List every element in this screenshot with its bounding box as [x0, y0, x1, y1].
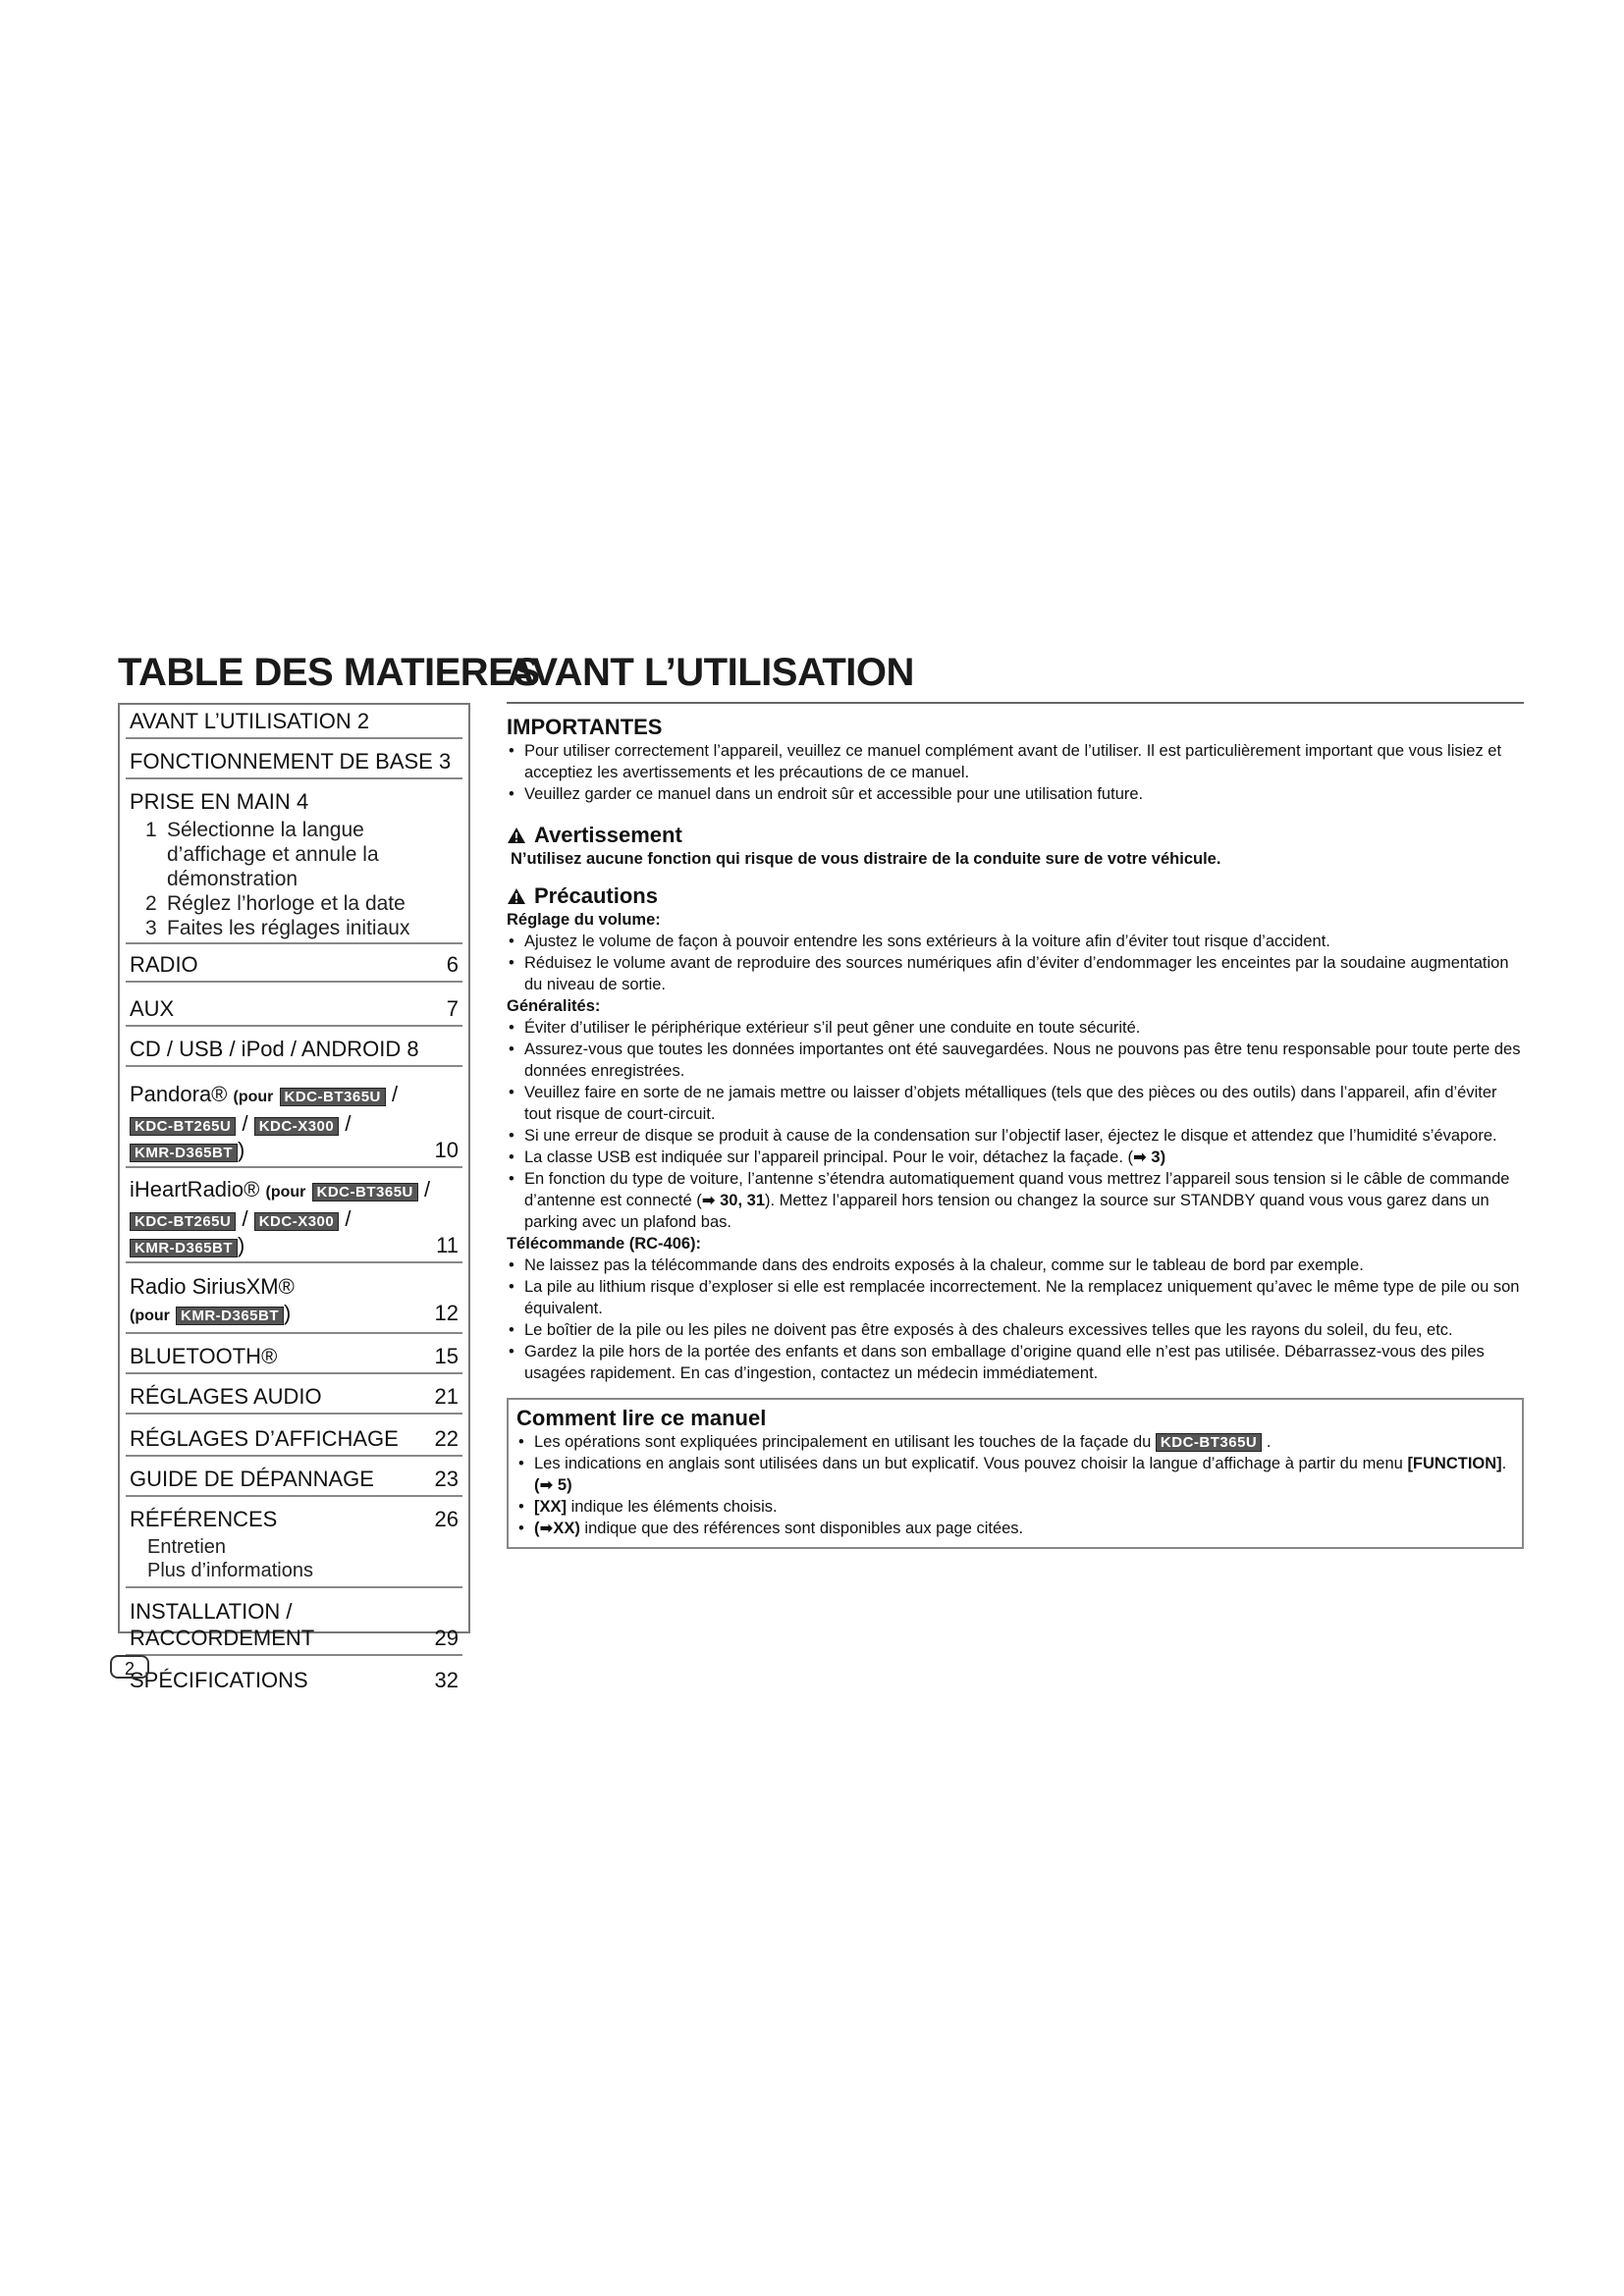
toc-subitem [145, 916, 462, 940]
toc-entry-label: RACCORDEMENT [130, 1626, 315, 1650]
title-divider [507, 702, 1524, 704]
avertissement-text: N’utilisez aucune fonction qui risque de vous distraire de la conduite sure de votre véhicule. [511, 850, 1221, 868]
list-item: • Réduisez le volume avant de reproduire des sources numériques afin d’éviter d’endommager les enceintes par la soudaine augmentation du niveau de sortie. [507, 952, 1524, 995]
section-title-importantes: IMPORTANTES [507, 715, 663, 739]
model-badge: KDC-BT265U [130, 1212, 236, 1231]
function-key-label: [FUNCTION] [1407, 1455, 1502, 1472]
warning-icon [507, 827, 526, 844]
toc-entry-label: RÉFÉRENCES [130, 1507, 278, 1531]
toc-subitem-text: Réglez l’horloge et la date [167, 892, 406, 915]
toc-entry-label: Pandora® [130, 1082, 228, 1106]
toc-entry-label: SPÉCIFICATIONS [130, 1668, 308, 1692]
toc-entry-label: INSTALLATION / [130, 1599, 293, 1624]
list-item: • Assurez-vous que toutes les données importantes ont été sauvegardées. Nous ne pouvons pas être tenu responsable pour toute perte des données enregistrées. [507, 1039, 1524, 1082]
model-badge: KDC-X300 [254, 1117, 340, 1136]
model-badge: KDC-BT365U [312, 1183, 418, 1201]
toc-subitem-number: 1 [145, 819, 157, 841]
toc-entry-siriusxm[interactable]: Radio SiriusXM® (pour KMR-D365BT ) 12 [126, 1263, 462, 1334]
key-notation: [XX] [534, 1498, 567, 1516]
page-title: AVANT L’UTILISATION [507, 651, 914, 694]
main-content [507, 715, 1524, 1549]
toc-entry-pour: (pour [130, 1308, 170, 1324]
list-item: • Si une erreur de disque se produit à cause de la condensation sur l’objectif laser, éjectez le disque et attendez que l’humidité s’évapore. [507, 1125, 1524, 1147]
list-item: • Ajustez le volume de façon à pouvoir entendre les sons extérieurs à la voiture afin d’éviter tout risque d’accident. [507, 931, 1524, 952]
toc-entry-reglages-affichage[interactable] [126, 1415, 462, 1457]
toc-subitem-text: Entretien [147, 1536, 227, 1558]
toc-entry-pour: (pour [265, 1184, 306, 1201]
section-title-avertissement [507, 823, 1524, 848]
list-item-text: Les indications en anglais sont utilisées dans un but explicatif. Vous pouvez choisir la langue d’affichage à partir du menu [534, 1455, 1403, 1472]
toc-entry-label: FONCTIONNEMENT DE BASE [130, 749, 433, 774]
toc-entry-label: RÉGLAGES D’AFFICHAGE [130, 1426, 399, 1451]
list-item: • Pour utiliser correctement l’appareil, veuillez ce manuel complément avant de l’utiliser. Il est particulièrement important que vous lisiez et acceptiez les avertissements et les précautions de ce manuel. [507, 740, 1524, 783]
list-item-text: indique que des références sont disponibles aux page citées. [584, 1520, 1024, 1537]
toc-entry-fonctionnement[interactable] [126, 739, 462, 779]
toc-entry-page: 15 [434, 1344, 459, 1368]
toc-entry-iheartradio[interactable]: iHeartRadio® (pour KDC-BT365U / KDC-BT265U / KDC-X300 / KMR-D365BT ) 11 [126, 1168, 462, 1263]
toc-entry-page: 7 [446, 996, 459, 1021]
list-item [516, 1431, 1514, 1453]
toc-entry-pandora[interactable]: Pandora® (pour KDC-BT365U / KDC-BT265U / KDC-X300 / KMR-D365BT ) 10 [126, 1067, 462, 1168]
toc-entry-label: iHeartRadio® [130, 1177, 260, 1201]
toc-entry-page: 6 [446, 952, 459, 977]
toc-entry-label: BLUETOOTH® [130, 1344, 278, 1368]
page-number: 2 [110, 1655, 149, 1679]
list-item-text: La classe USB est indiquée sur l’appareil principal. Pour le voir, détachez la façade. ( [524, 1148, 1134, 1166]
toc-title: TABLE DES MATIERES [118, 651, 540, 694]
list-item-text: . [1266, 1433, 1272, 1451]
toc-entry-cd-usb[interactable] [126, 1027, 462, 1067]
toc-entry-page: 22 [434, 1426, 459, 1451]
toc-subitem-number: 2 [145, 892, 157, 915]
toc-entry-page: 32 [434, 1668, 459, 1692]
model-badge: KDC-BT365U [280, 1088, 386, 1106]
reference-notation: (➡XX) [534, 1520, 580, 1537]
page-reference-link[interactable]: ➡ 3) [1133, 1148, 1166, 1166]
toc-entry-page: 12 [434, 1301, 459, 1325]
toc-entry-page: 29 [434, 1626, 459, 1650]
toc-entry-page: 8 [406, 1037, 419, 1061]
toc-entry-page: 2 [356, 709, 370, 733]
list-item [507, 1168, 1524, 1233]
how-to-read-box [507, 1398, 1524, 1549]
section-title-comment-lire: Comment lire ce manuel [516, 1406, 767, 1430]
toc-entry-reglages-audio[interactable] [126, 1374, 462, 1415]
model-badge: KDC-BT365U [1156, 1433, 1262, 1452]
table-of-contents [118, 703, 470, 1692]
toc-entry-page: 4 [296, 789, 309, 814]
list-item: • Veuillez faire en sorte de ne jamais mettre ou laisser d’objets métalliques (tels que des pièces ou des outils) dans l’appareil, afin d’éviter tout risque de court-circuit. [507, 1082, 1524, 1125]
how-to-read-list [516, 1431, 1514, 1539]
toc-entry-aux[interactable] [126, 983, 462, 1027]
toc-subitem-text: Plus d’informations [147, 1560, 313, 1581]
toc-references-subitems [126, 1535, 462, 1588]
list-item: • Veuillez garder ce manuel dans un endroit sûr et accessible pour une utilisation future. [507, 783, 1524, 805]
toc-entry-pour: (pour [233, 1089, 274, 1105]
subsection-generalites: Généralités: [507, 997, 601, 1015]
toc-prise-subitems [126, 818, 462, 944]
list-item: • Le boîtier de la pile ou les piles ne doivent pas être exposés à des chaleurs excessives telles que les rayons du soleil, du feu, etc. [507, 1319, 1524, 1341]
volume-list [507, 931, 1524, 995]
model-badge: KMR-D365BT [130, 1239, 238, 1257]
list-item-text: En fonction du type de voiture, l’antenne s’étendra automatiquement quand vous mettrez l’appareil sous tension si le câble de commande d’antenne est connecté ( [524, 1170, 1510, 1209]
toc-entry-label: GUIDE DE DÉPANNAGE [130, 1467, 374, 1491]
list-item-text: ). Mettez l’appareil hors tension ou changez la source sur STANDBY quand vous vous garez dans un parking avec un plafond bas. [524, 1192, 1489, 1231]
toc-entry-label: RADIO [130, 952, 198, 977]
toc-entry-references[interactable] [126, 1497, 462, 1535]
list-item: • La pile au lithium risque d’exploser si elle est remplacée incorrectement. Ne la remplacez uniquement qu’avec le même type de pile ou son équivalent. [507, 1276, 1524, 1319]
generalites-list [507, 1017, 1524, 1233]
toc-subitem [145, 891, 462, 916]
list-item: • Ne laissez pas la télécommande dans des endroits exposés à la chaleur, comme sur le tableau de bord par exemple. [507, 1255, 1524, 1276]
list-item: • Les indications en anglais sont utilisées dans un but explicatif. Vous pouvez choisir la langue d’affichage à partir du menu [FUNCTION]. (➡ 5) [516, 1453, 1514, 1496]
page-reference-link[interactable]: ➡ 30, 31 [701, 1192, 766, 1209]
toc-entry-installation[interactable] [126, 1588, 462, 1656]
model-badge: KDC-BT265U [130, 1117, 236, 1136]
toc-entry-depannage[interactable] [126, 1457, 462, 1497]
warning-icon [507, 887, 526, 905]
toc-entry-page: 26 [434, 1507, 459, 1531]
precautions-label: Précautions [534, 883, 658, 908]
toc-subitem-text: Faites les réglages initiaux [167, 917, 410, 939]
toc-entry-label: PRISE EN MAIN [130, 789, 291, 814]
telecommande-list [507, 1255, 1524, 1384]
model-badge: KMR-D365BT [130, 1144, 238, 1162]
toc-entry-specifications[interactable] [126, 1656, 462, 1696]
importantes-list [507, 740, 1524, 805]
toc-entry-page: 3 [438, 749, 452, 774]
toc-subitem-number: 3 [145, 917, 157, 939]
toc-entry-label: Radio SiriusXM® [130, 1274, 295, 1299]
subsection-telecommande: Télécommande (RC-406): [507, 1235, 702, 1253]
toc-entry-avant[interactable] [126, 705, 462, 739]
toc-subitem [145, 818, 462, 891]
toc-entry-page: 23 [434, 1467, 459, 1491]
list-item-text: indique les éléments choisis. [570, 1498, 778, 1516]
list-item [507, 1147, 1524, 1168]
avertissement-label: Avertissement [534, 823, 682, 847]
subsection-volume: Réglage du volume: [507, 911, 661, 929]
toc-entry-label: AVANT L’UTILISATION [130, 709, 352, 733]
model-badge: KDC-X300 [254, 1212, 340, 1231]
toc-entry-page: 21 [434, 1384, 459, 1409]
toc-entry-page: 11 [436, 1233, 459, 1257]
list-item-text: Les opérations sont expliquées principalement en utilisant les touches de la façade du [534, 1433, 1152, 1451]
toc-entry-radio[interactable] [126, 944, 462, 983]
toc-entry-prise[interactable] [126, 779, 462, 818]
toc-entry-label: RÉGLAGES AUDIO [130, 1384, 322, 1409]
toc-entry-label: CD / USB / iPod / ANDROID [130, 1037, 402, 1061]
page-reference-link[interactable]: (➡ 5) [534, 1476, 572, 1494]
list-item [516, 1518, 1514, 1539]
toc-entry-label: AUX [130, 996, 175, 1021]
toc-subitem-text: Sélectionne la langue d’affichage et annule la démonstration [167, 819, 379, 890]
model-badge: KMR-D365BT [176, 1307, 284, 1325]
toc-entry-page: 10 [434, 1138, 459, 1162]
list-item [516, 1496, 1514, 1518]
list-item: • Gardez la pile hors de la portée des enfants et dans son emballage d’origine quand elle n’est pas utilisée. Débarrassez-vous des piles usagées rapidement. En cas d’ingestion, contactez un médecin immédiatement. [507, 1341, 1524, 1384]
toc-entry-bluetooth[interactable] [126, 1334, 462, 1374]
section-title-precautions [507, 883, 1524, 909]
list-item: • Éviter d’utiliser le périphérique extérieur s’il peut gêner une conduite en toute sécurité. [507, 1017, 1524, 1039]
